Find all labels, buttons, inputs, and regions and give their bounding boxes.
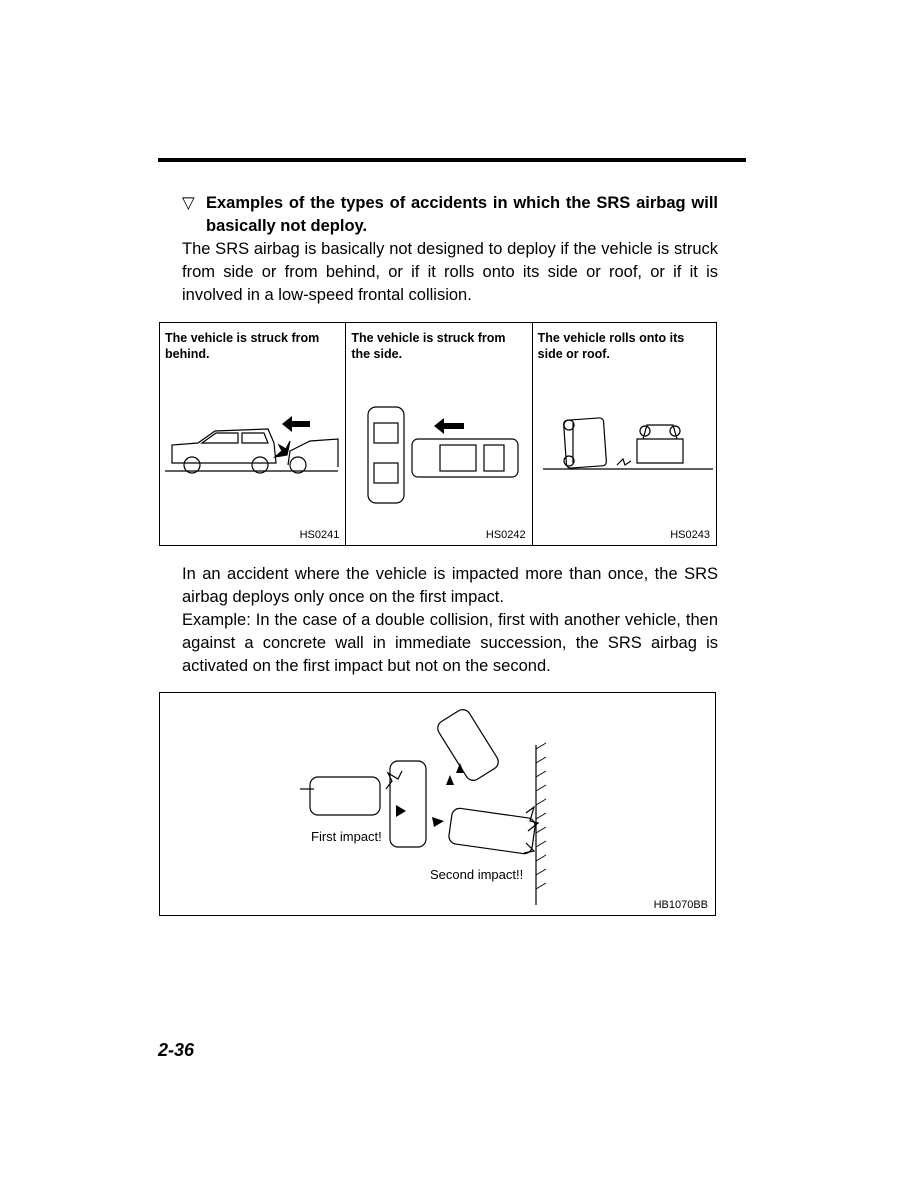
rollover-illustration	[533, 383, 717, 483]
figure-cell-side	[346, 323, 532, 545]
top-rule	[158, 158, 746, 162]
page-number: 2-36	[158, 1040, 195, 1060]
figure-code: HS0242	[485, 529, 526, 541]
example-text: Example: In the case of a double collision, first with another vehicle, then against a concrete wall in immediate succession, the SRS airbag is activated on the first impact but not on the second.	[182, 611, 718, 675]
figure-cell-title: The vehicle is struck from the side.	[351, 331, 506, 361]
figure-code: HS0241	[299, 529, 340, 541]
multiple-impact-paragraph	[182, 563, 718, 678]
section-heading	[182, 192, 718, 238]
figure-cell-title: The vehicle rolls onto its side or roof.	[537, 331, 685, 361]
figure-code: HS0243	[670, 529, 710, 541]
side-collision-illustration	[346, 383, 532, 513]
figure-code: HB1070BB	[653, 899, 708, 911]
second-impact-label: Second impact!!	[430, 867, 524, 882]
accident-types-figure-table	[159, 322, 717, 546]
first-impact-label: First impact!	[311, 829, 382, 844]
triangle-marker-icon: ▽	[182, 194, 195, 212]
figure-cell-title: The vehicle is struck from behind.	[165, 331, 320, 361]
figure-cell-rear	[160, 323, 346, 545]
multiple-impact-text: In an accident where the vehicle is impacted more than once, the SRS airbag deploys only once on the first impact.	[182, 565, 718, 606]
intro-paragraph: The SRS airbag is basically not designed to deploy if the vehicle is struck from side or from behind, or if it rolls onto its side or roof, or if it is involved in a low-speed frontal collision.	[182, 240, 718, 304]
heading-text: Examples of the types of accidents in which the SRS airbag will basically not deploy.	[206, 194, 718, 235]
double-collision-figure	[159, 692, 716, 916]
figure-cell-rollover	[533, 323, 716, 545]
rear-collision-illustration	[160, 383, 346, 483]
